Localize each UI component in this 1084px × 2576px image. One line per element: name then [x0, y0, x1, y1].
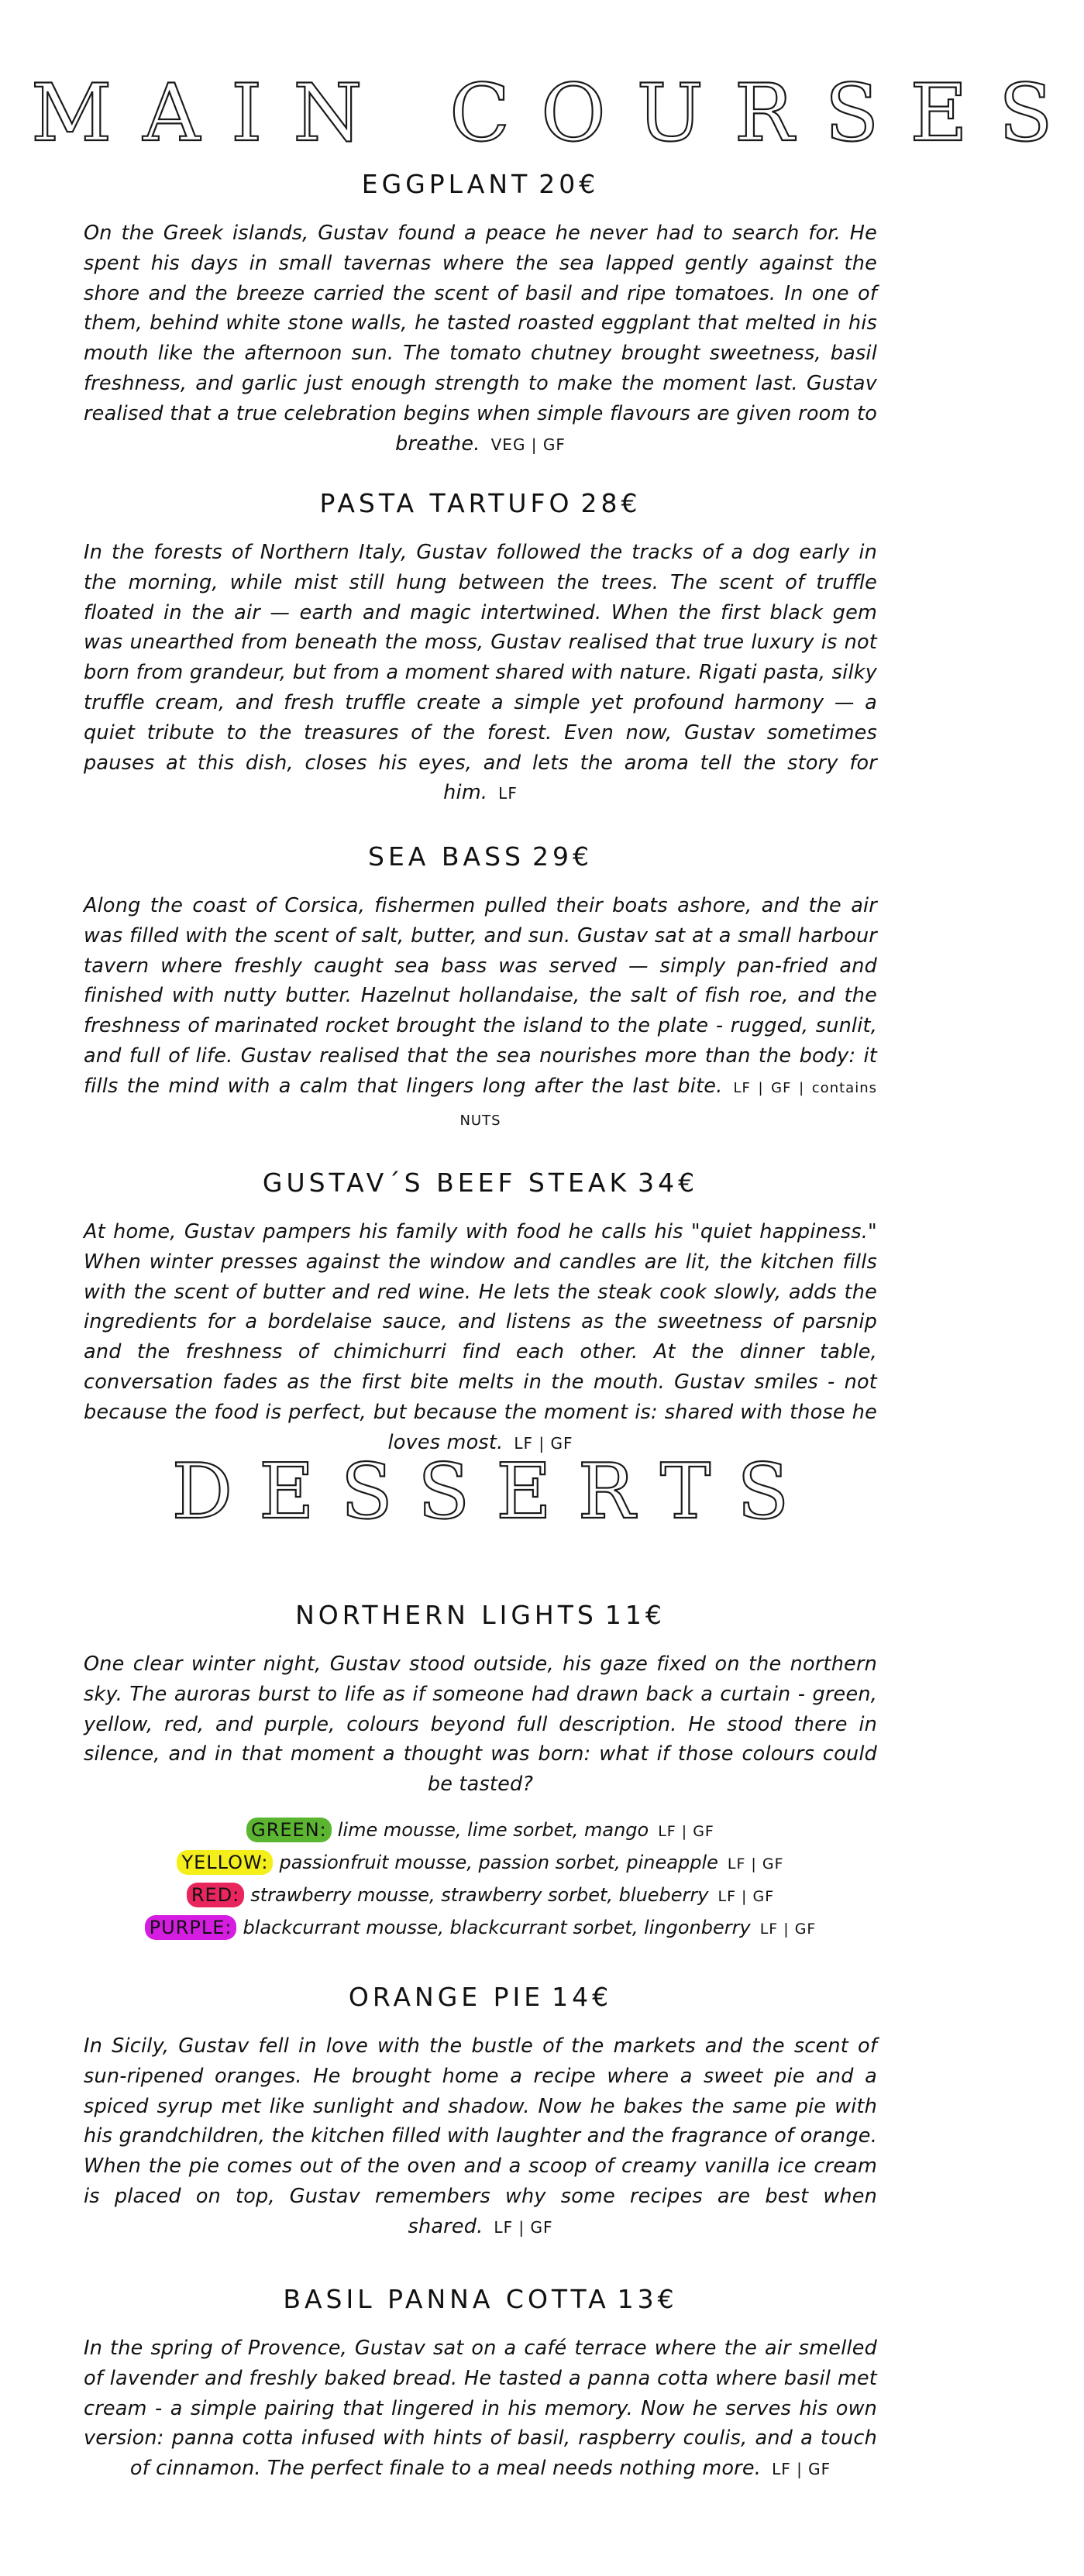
flavor-text: lime mousse, lime sorbet, mango [337, 1819, 649, 1841]
flavor-text: blackcurrant mousse, blackcurrant sorbet, lingonberry [243, 1917, 751, 1938]
dish-heading [84, 487, 877, 521]
dish-heading [84, 1980, 877, 2014]
dietary-tags: LF [498, 784, 518, 803]
dish-description: One clear winter night, Gustav stood outside, his gaze fixed on the northern sky. The auroras burst to life as if someone had drawn back a curtain - green, yellow, red, and purple, colours beyond full description. He stood there in silence, and in that moment a thought was born: what if those colours could be tasted? [84, 1653, 877, 1797]
dish-description: In the spring of Provence, Gustav sat on a café terrace where the air smelled of lavender and freshly baked bread. He tasted a panna cotta where basil met cream - a simple pairing that lingered in his memory. Now he serves his own version: panna cotta infused with hints of basil, raspberry coulis, and a touch of cinnamon. The perfect finale to a meal needs nothing more. LF | GF [84, 2337, 877, 2481]
dish-description: In Sicily, Gustav fell in love with the bustle of the markets and the scent of sun-ripened oranges. He brought home a recipe where a sweet pie and a spiced syrup met like sunlight and shadow. Now he bakes the same pie with his grandchildren, the kitchen filled with laughter and the fragrance of orange. When the pie comes out of the oven and a scoop of creamy vanilla ice cream is placed on top, Gustav remembers why some recipes are best when shared. LF | GF [84, 2034, 877, 2238]
dish-description: In the forests of Northern Italy, Gustav followed the tracks of a dog early in the morning, while mist still hung between the trees. The scent of truffle floated in the air — earth and magic intertwined. When the first black gem was unearthed from beneath the moss, Gustav realised that true luxury is not born from grandeur, but from a moment shared with nature. Rigati pasta, silky truffle cream, and fresh truffle create a simple yet profound harmony — a quiet tribute to the treasures of the forest. Even now, Gustav sometimes pauses at this dish, closes his eyes, and lets the aroma tell the story for him. LF [84, 541, 877, 805]
flavor-green [77, 1814, 883, 1847]
flavor-list [77, 1814, 883, 1945]
flavor-text: passionfruit mousse, passion sorbet, pineapple [279, 1852, 718, 1873]
dietary-tags: LF | GF [658, 1823, 714, 1840]
dish-name: EGGPLANT [361, 169, 532, 199]
dish-name: BASIL PANNA COTTA [283, 2284, 610, 2314]
dish-orange-pie [84, 1980, 877, 2243]
main-courses-title: MAIN COURSES [31, 67, 1084, 160]
dish-heading [84, 840, 877, 874]
dish-description: On the Greek islands, Gustav found a peace he never had to search for. He spent his days in small tavernas where the sea lapped gently against the shore and the breeze carried the scent of basil and ripe tomatoes. In one of them, behind white stone walls, he tasted roasted eggplant that melted in his mouth like the afternoon sun. The tomato chutney brought sweetness, basil freshness, and garlic just enough strength to make the moment last. Gustav realised that a true celebration begins when simple flavours are given room to breathe. VEG | GF [84, 222, 877, 456]
dietary-tags: LF | GF [494, 2217, 553, 2237]
dish-price: 29€ [532, 841, 593, 872]
dish-heading [84, 1598, 877, 1632]
flavor-label: GREEN: [246, 1818, 332, 1842]
dietary-tags: LF | GF | contains NUTS [459, 1079, 877, 1129]
flavor-label: RED: [187, 1883, 244, 1907]
dish-basil-panna-cotta [84, 2282, 877, 2485]
dish-name: ORANGE PIE [348, 1982, 545, 2012]
dish-name: PASTA TARTUFO [319, 488, 573, 518]
dietary-tags: LF | GF [759, 1921, 817, 1938]
dietary-tags: LF | GF [727, 1855, 784, 1873]
dish-heading [84, 167, 877, 201]
dietary-tags: LF | GF [718, 1888, 775, 1905]
dish-beef-steak [84, 1166, 877, 1458]
dish-price: 14€ [552, 1982, 613, 2012]
dish-sea-bass [84, 840, 877, 1136]
dish-name: GUSTAV´S BEEF STEAK [262, 1168, 631, 1198]
flavor-text: strawberry mousse, strawberry sorbet, blueberry [250, 1884, 709, 1906]
flavor-red [77, 1880, 883, 1912]
dish-northern-lights [84, 1598, 877, 1800]
flavor-label: YELLOW: [177, 1850, 273, 1875]
dish-pasta-tartufo [84, 487, 877, 809]
dish-name: SEA BASS [368, 841, 525, 872]
dish-name: NORTHERN LIGHTS [295, 1600, 597, 1630]
dish-description: Along the coast of Corsica, fishermen pulled their boats ashore, and the air was filled with the scent of salt, butter, and sun. Gustav sat at a small harbour tavern where freshly caught sea bass was served — simply pan-fried and finished with nutty butter. Hazelnut hollandaise, the salt of fish roe, and the freshness of marinated rocket brought the island to the plate - rugged, sunlit, and full of life. Gustav realised that the sea nourishes more than the body: it fills the mind with a calm that lingers long after the last bite. LF | GF | contains NUTS [84, 894, 877, 1129]
dietary-tags: LF | GF [772, 2460, 831, 2479]
dietary-tags: LF | GF [514, 1433, 573, 1453]
dish-description: At home, Gustav pampers his family with food he calls his "quiet happiness." When winter presses against the window and candles are lit, the kitchen fills with the scent of butter and red wine. He lets the steak cook slowly, adds the ingredients for a bordelaise sauce, and listens as the sweetness of parsnip and the freshness of chimichurri find each other. At the dinner table, conversation fades as the first bite melts in the mouth. Gustav smiles - not because the food is perfect, but because the moment is: shared with those he loves most. LF | GF [84, 1220, 877, 1454]
dish-heading [84, 1166, 877, 1200]
dish-price: 11€ [604, 1600, 666, 1630]
dish-price: 13€ [617, 2284, 678, 2314]
flavor-yellow [77, 1847, 883, 1880]
dish-price: 34€ [638, 1168, 699, 1198]
flavor-label: PURPLE: [145, 1915, 237, 1940]
dish-price: 28€ [580, 488, 642, 518]
dish-heading [84, 2282, 877, 2316]
dish-price: 20€ [539, 169, 600, 199]
dietary-tags: VEG | GF [490, 435, 566, 454]
dish-eggplant [84, 167, 877, 459]
desserts-title: DESSERTS [171, 1448, 816, 1536]
flavor-purple [77, 1912, 883, 1945]
